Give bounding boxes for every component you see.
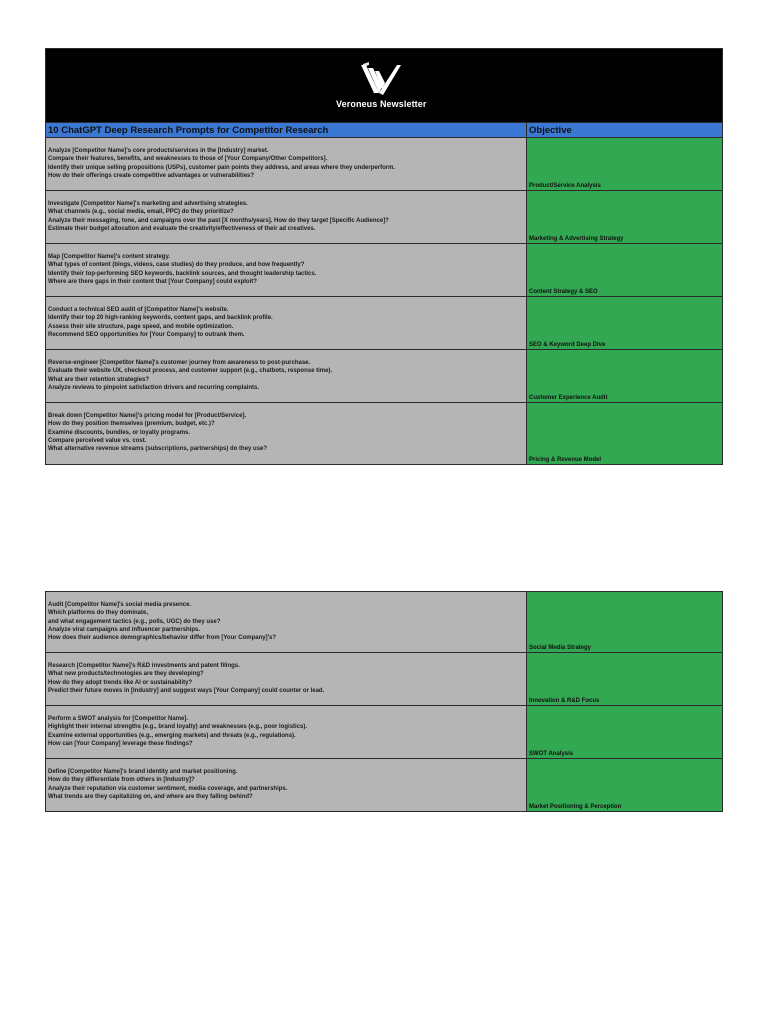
- prompt-cell: Define [Competitor Name]'s brand identity and market positioning. How do they differentiate from others in [Industry]? Analyze their reputation via customer sentiment, media coverage, and partnerships. What trends are they capitalizing on, and where are they falling behind?: [46, 759, 527, 812]
- objective-cell: Social Media Strategy: [527, 592, 723, 653]
- competitor-prompts-table: [45, 48, 723, 465]
- prompt-cell: Analyze [Competitor Name]'s core products/services in the [Industry] market. Compare their features, benefits, and weaknesses to those of [Your Company/Other Competitors]. Identify their unique selling propositions (USPs), customer pain points they address, and areas where they underperform. How do their offerings create competitive advantages or vulnerabilities?: [46, 138, 527, 191]
- prompt-cell: Investigate [Competitor Name]'s marketing and advertising strategies. What channels (e.g., social media, email, PPC) do they prioritize? Analyze their messaging, tone, and campaigns over the past [X months/years]. How do they target [Specific Audience]? Estimate their budget allocation and evaluate the creativity/effectiveness of their ad creatives.: [46, 191, 527, 244]
- brand-name: Veroneus Newsletter: [336, 99, 427, 109]
- competitor-prompts-table-continued: [45, 591, 723, 812]
- objective-cell: Pricing & Revenue Model: [527, 403, 723, 465]
- objective-cell: Marketing & Advertising Strategy: [527, 191, 723, 244]
- veroneus-logo-icon: [359, 62, 403, 96]
- table-row: [46, 297, 723, 350]
- table-row: [46, 592, 723, 653]
- objective-cell: Market Positioning & Perception: [527, 759, 723, 812]
- logo-block: [236, 62, 527, 109]
- objective-cell: Content Strategy & SEO: [527, 244, 723, 297]
- prompt-cell: Break down [Competitor Name]'s pricing model for [Product/Service]. How do they position themselves (premium, budget, etc.)? Examine discounts, bundles, or loyalty programs. Compare perceived value vs. cost. What alternative revenue streams (subscriptions, partnerships) do they use?: [46, 403, 527, 465]
- table-row: [46, 138, 723, 191]
- prompt-cell: Conduct a technical SEO audit of [Competitor Name]'s website. Identify their top 20 high-ranking keywords, content gaps, and backlink profile. Assess their site structure, page speed, and mobile optimization. Recommend SEO opportunities for [Your Company] to outrank them.: [46, 297, 527, 350]
- table-row: [46, 244, 723, 297]
- objective-cell: Customer Experience Audit: [527, 350, 723, 403]
- prompt-cell: Reverse-engineer [Competitor Name]'s customer journey from awareness to post-purchase. Evaluate their website UX, checkout process, and customer support (e.g., chatbots, response time). What are their retention strategies? Analyze reviews to pinpoint satisfaction drivers and recurring complaints.: [46, 350, 527, 403]
- prompt-cell: Research [Competitor Name]'s R&D investments and patent filings. What new products/technologies are they developing? How do they adopt trends like AI or sustainability? Predict their future moves in [Industry] and suggest ways [Your Company] could counter or lead.: [46, 653, 527, 706]
- objective-cell: Product/Service Analysis: [527, 138, 723, 191]
- objective-cell: SEO & Keyword Deep Dive: [527, 297, 723, 350]
- table-header: [46, 123, 723, 138]
- banner-right-cell: [527, 49, 723, 123]
- table-row: [46, 350, 723, 403]
- prompt-cell: Audit [Competitor Name]'s social media presence. Which platforms do they dominate, and what engagement tactics (e.g., polls, UGC) do they use? Analyze viral campaigns and influencer partnerships. How does their audience demographics/behavior differ from [Your Company]'s?: [46, 592, 527, 653]
- banner-left-cell: [46, 49, 527, 123]
- table-row: [46, 191, 723, 244]
- table-row: [46, 653, 723, 706]
- objective-cell: Innovation & R&D Focus: [527, 653, 723, 706]
- brand-banner: [46, 49, 723, 123]
- table-row: [46, 759, 723, 812]
- prompt-cell: Map [Competitor Name]'s content strategy. What types of content (blogs, videos, case studies) do they produce, and how frequently? Identify their top-performing SEO keywords, backlink sources, and thought leadership tactics. Where are there gaps in their content that [Your Company] could exploit?: [46, 244, 527, 297]
- table-row: [46, 706, 723, 759]
- objective-cell: SWOT Analysis: [527, 706, 723, 759]
- prompts-column-header: 10 ChatGPT Deep Research Prompts for Competitor Research: [46, 123, 527, 138]
- prompt-cell: Perform a SWOT analysis for [Competitor Name]. Highlight their internal strengths (e.g., brand loyalty) and weaknesses (e.g., poor logistics). Examine external opportunities (e.g., emerging markets) and threats (e.g., regulations). How can [Your Company] leverage these findings?: [46, 706, 527, 759]
- objective-column-header: Objective: [527, 123, 723, 138]
- table-row: [46, 403, 723, 465]
